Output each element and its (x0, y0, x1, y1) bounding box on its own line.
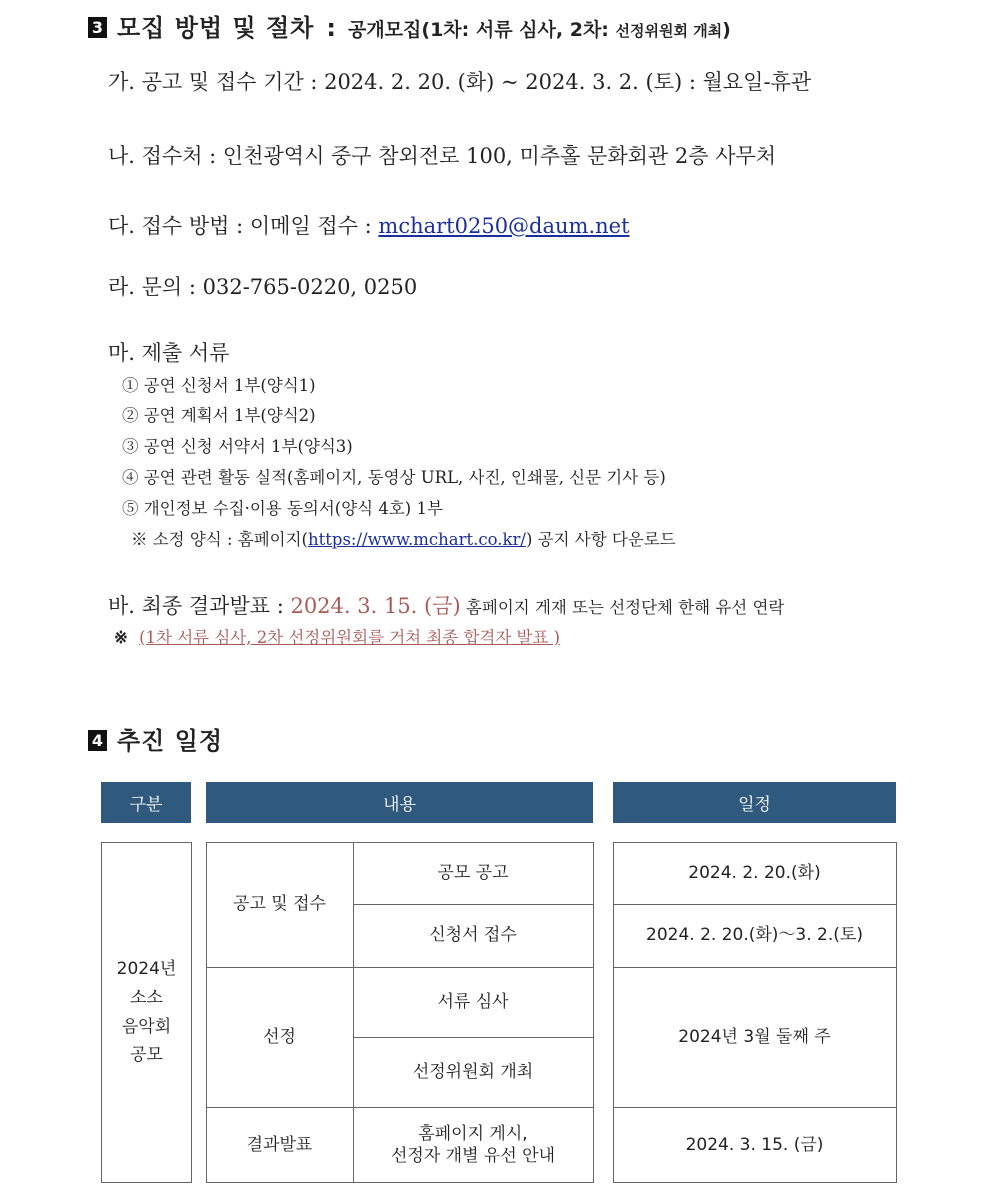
item-line: 선정자 개별 유선 안내 (390, 1146, 555, 1166)
doc-item-2: ② 공연 계획서 1부(양식2) (122, 406, 316, 425)
announcement-rest: 홈페이지 게재 또는 선정단체 한해 유선 연락 (460, 598, 785, 617)
section-detail-suffix: ) (722, 19, 731, 41)
forms-note (131, 526, 676, 550)
header-schedule: 일정 (613, 782, 896, 823)
section-4-heading (88, 721, 223, 756)
item-ba-announcement (108, 590, 784, 620)
section-detail-prefix: (1차: 서류 심사, 2차: (421, 19, 616, 41)
note-text: (1차 서류 심사, 2차 선정위원회를 거쳐 최종 합격자 발표 ) (139, 628, 561, 647)
section-title: 추진 일정 (117, 727, 224, 755)
item-line: 홈페이지 게시, (418, 1123, 528, 1144)
doc-item-5: ⑤ 개인정보 수집·이용 동의서(양식 4호) 1부 (122, 499, 443, 518)
doc-item-4: ④ 공연 관련 활동 실적(홈페이지, 동영상 URL, 사진, 인쇄물, 신문 기사 등) (122, 468, 666, 487)
category-cell (101, 842, 192, 1183)
category-line: 공모 (130, 1045, 163, 1066)
schedule-date: 2024년 3월 둘째 주 (678, 1026, 831, 1047)
table-row-item: 서류 심사 (437, 991, 509, 1012)
category-line: 소소 (130, 987, 163, 1008)
category-line: 음악회 (121, 1016, 172, 1037)
heading-colon: : (326, 14, 336, 42)
announcement-note (114, 624, 560, 648)
item-na-location: 나. 접수처 : 인천광역시 중구 참외전로 100, 미추홀 문화회관 2층 사무처 (108, 144, 777, 168)
category-line: 2024년 (116, 958, 177, 979)
item-ra-contact: 라. 문의 : 032-765-0220, 0250 (108, 275, 418, 299)
announcement-label: 바. 최종 결과발표 : (108, 594, 291, 618)
table-row-item (353, 1107, 593, 1183)
section-number-badge: 4 (88, 730, 107, 751)
announcement-date: 2024. 3. 15. (금) (290, 594, 461, 618)
doc-item-3: ③ 공연 신청 서약서 1부(양식3) (122, 437, 353, 456)
item-da-method (108, 210, 630, 240)
section-subtitle: 공개모집 (347, 19, 422, 41)
table-row-item: 공모 공고 (437, 862, 509, 883)
homepage-link[interactable]: https://www.mchart.co.kr/ (308, 530, 526, 549)
forms-note-suffix: ) 공지 사항 다운로드 (525, 530, 676, 549)
schedule-date: 2024. 3. 15. (금) (685, 1134, 824, 1155)
group-selection: 선정 (263, 1026, 296, 1047)
item-ma-documents: 마. 제출 서류 (108, 341, 230, 365)
schedule-date: 2024. 2. 20.(화) (688, 862, 821, 883)
item-ga-period: 가. 공고 및 접수 기간 : 2024. 2. 20. (화) ~ 2024. 3. 2. (토) : 월요일-휴관 (108, 70, 812, 94)
group-announce-receive: 공고 및 접수 (233, 894, 326, 915)
section-title: 모집 방법 및 절차 (117, 14, 315, 42)
forms-note-prefix: ※ 소정 양식 : 홈페이지( (131, 530, 308, 549)
group-result: 결과발표 (246, 1134, 313, 1155)
note-mark: ※ (114, 628, 128, 647)
doc-item-1: ① 공연 신청서 1부(양식1) (122, 376, 316, 395)
method-label: 다. 접수 방법 : 이메일 접수 : (108, 214, 379, 238)
header-category: 구분 (101, 782, 191, 823)
header-content: 내용 (206, 782, 593, 823)
email-link[interactable]: mchart0250@daum.net (378, 214, 630, 238)
section-3-heading (88, 8, 731, 43)
table-row-item: 선정위원회 개최 (412, 1061, 534, 1082)
section-number-badge: 3 (88, 17, 107, 38)
section-detail-small: 선정위원회 개최 (615, 22, 723, 40)
table-row-item: 신청서 접수 (429, 925, 517, 946)
schedule-date: 2024. 2. 20.(화)～3. 2.(토) (646, 925, 863, 946)
